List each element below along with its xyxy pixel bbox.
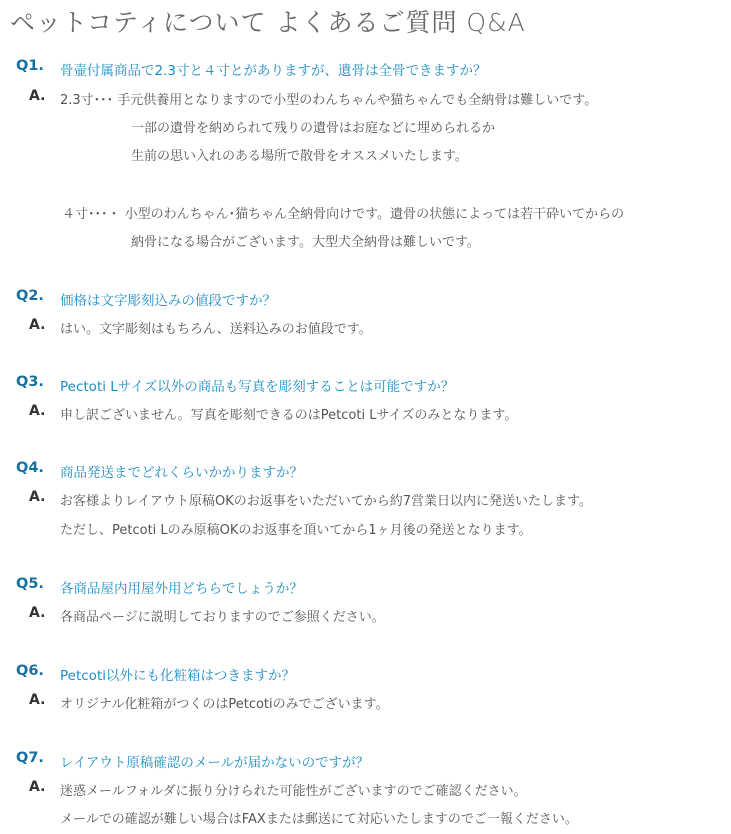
- answer-label: A.: [29, 692, 46, 708]
- answer-line: ４寸･･･・ 小型のわんちゃん･猫ちゃん全納骨向けです。遺骨の状態によっては若干砕いてからの: [62, 207, 625, 222]
- answer-label: A.: [29, 403, 46, 419]
- question-label: Q2.: [16, 288, 44, 304]
- question-label: Q1.: [16, 58, 44, 74]
- answer-line: 生前の思い入れのある場所で散骨をオススメいたします。: [131, 149, 468, 164]
- page-title: ペットコティについて よくあるご質問 Q&A: [10, 8, 526, 37]
- answer-label: A.: [29, 605, 46, 621]
- question-label: Q5.: [16, 576, 44, 592]
- answer-label: A.: [29, 88, 46, 104]
- question-text: 商品発送までどれくらいかかりますか？: [60, 465, 303, 481]
- question-text: Petcoti以外にも化粧箱はつきますか？: [60, 668, 295, 684]
- answer-line: お客様よりレイアウト原稿OKのお返事をいただいてから約7営業日以内に発送いたします。: [60, 494, 592, 509]
- question-text: レイアウト原稿確認のメールが届かないのですが？: [60, 755, 370, 771]
- answer-line: 各商品ページに説明しておりますのでご参照ください。: [60, 610, 385, 625]
- answer-line: ただし、Petcoti Lのみ原稿OKのお返事を頂いてから1ヶ月後の発送となります。: [60, 523, 532, 538]
- answer-label: A.: [29, 779, 46, 795]
- question-text: Pectoti Lサイズ以外の商品も写真を彫刻することは可能ですか？: [60, 379, 455, 395]
- answer-line: メールでの確認が難しい場合はFAXまたは郵送にて対応いたしますのでご一報ください。: [60, 812, 578, 827]
- question-text: 骨壷付属商品で2.3寸と４寸とがありますが、遺骨は全骨できますか？: [60, 63, 487, 79]
- answer-line: 申し訳ございません。写真を彫刻できるのはPetcoti Lサイズのみとなります。: [60, 408, 518, 423]
- answer-line: 一部の遺骨を納められて残りの遺骨はお庭などに埋められるか: [131, 121, 496, 136]
- question-text: 各商品屋内用屋外用どちらでしょうか？: [60, 581, 303, 597]
- question-label: Q4.: [16, 460, 44, 476]
- answer-line: 納骨になる場合がございます。大型犬全納骨は難しいです。: [131, 235, 480, 250]
- question-label: Q3.: [16, 374, 44, 390]
- answer-line: はい。文字彫刻はもちろん、送料込みのお値段です。: [60, 322, 372, 337]
- answer-line: 2.3寸･･･ 手元供養用となりますので小型のわんちゃんや猫ちゃんでも全納骨は難しいです。: [60, 93, 598, 108]
- answer-label: A.: [29, 317, 46, 333]
- answer-line: 迷惑メールフォルダに振り分けられた可能性がございますのでご確認ください。: [60, 784, 527, 799]
- answer-label: A.: [29, 489, 46, 505]
- question-text: 価格は文字彫刻込みの値段ですか？: [60, 293, 276, 309]
- question-label: Q6.: [16, 663, 44, 679]
- question-label: Q7.: [16, 750, 44, 766]
- answer-line: オリジナル化粧箱がつくのはPetcotiのみでございます。: [60, 697, 389, 712]
